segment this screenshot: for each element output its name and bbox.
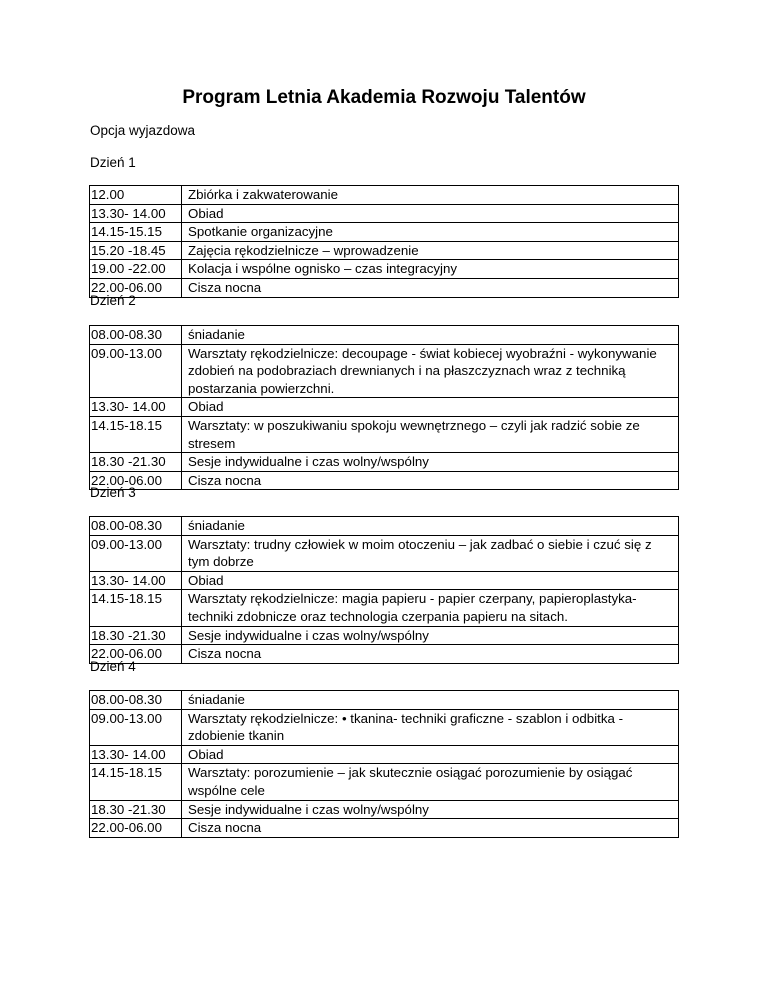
table-row — [90, 691, 679, 710]
time-cell: 14.15-18.15 — [90, 416, 182, 452]
table-row — [90, 204, 679, 223]
activity-cell: Warsztaty: w poszukiwaniu spokoju wewnętrznego – czyli jak radzić sobie ze stresem — [182, 416, 679, 452]
activity-cell: Warsztaty rękodzielnicze: • tkanina- techniki graficzne - szablon i odbitka - zdobienie tkanin — [182, 709, 679, 745]
table-row — [90, 571, 679, 590]
activity-cell: Obiad — [182, 398, 679, 417]
table-row — [90, 764, 679, 800]
activity-cell: Zajęcia rękodzielnicze – wprowadzenie — [182, 241, 679, 260]
activity-cell: śniadanie — [182, 326, 679, 345]
schedule-table-day-4 — [89, 690, 679, 838]
activity-cell: Obiad — [182, 745, 679, 764]
day-label: Dzień 4 — [90, 659, 136, 674]
time-cell: 22.00-06.00 — [90, 278, 182, 297]
time-cell: 22.00-06.00 — [90, 471, 182, 490]
activity-cell: Warsztaty: porozumienie – jak skutecznie osiągać porozumienie by osiągać wspólne cele — [182, 764, 679, 800]
table-row — [90, 709, 679, 745]
table-row — [90, 278, 679, 297]
activity-cell: śniadanie — [182, 691, 679, 710]
activity-cell: Cisza nocna — [182, 471, 679, 490]
time-cell: 18.30 -21.30 — [90, 453, 182, 472]
activity-cell: Warsztaty: trudny człowiek w moim otoczeniu – jak zadbać o siebie i czuć się z tym dobrze — [182, 535, 679, 571]
activity-cell: Sesje indywidualne i czas wolny/wspólny — [182, 800, 679, 819]
activity-cell: Cisza nocna — [182, 645, 679, 664]
time-cell: 08.00-08.30 — [90, 326, 182, 345]
table-row — [90, 626, 679, 645]
time-cell: 13.30- 14.00 — [90, 745, 182, 764]
table-row — [90, 471, 679, 490]
time-cell: 09.00-13.00 — [90, 709, 182, 745]
time-cell: 12.00 — [90, 186, 182, 205]
time-cell: 14.15-15.15 — [90, 223, 182, 242]
table-row — [90, 260, 679, 279]
table-row — [90, 800, 679, 819]
activity-cell: śniadanie — [182, 517, 679, 536]
time-cell: 14.15-18.15 — [90, 764, 182, 800]
day-label: Dzień 3 — [90, 485, 136, 500]
table-row — [90, 535, 679, 571]
table-row — [90, 398, 679, 417]
time-cell: 18.30 -21.30 — [90, 800, 182, 819]
option-label: Opcja wyjazdowa — [90, 123, 196, 138]
activity-cell: Cisza nocna — [182, 819, 679, 838]
activity-cell: Obiad — [182, 571, 679, 590]
schedule-table-day-1 — [89, 185, 679, 298]
table-row — [90, 344, 679, 398]
table-row — [90, 590, 679, 626]
time-cell: 08.00-08.30 — [90, 517, 182, 536]
time-cell: 09.00-13.00 — [90, 535, 182, 571]
schedule-table-day-2 — [89, 325, 679, 490]
time-cell: 13.30- 14.00 — [90, 571, 182, 590]
activity-cell: Cisza nocna — [182, 278, 679, 297]
time-cell: 19.00 -22.00 — [90, 260, 182, 279]
schedule-table-day-3 — [89, 516, 679, 664]
day-label: Dzień 2 — [90, 293, 136, 308]
time-cell: 09.00-13.00 — [90, 344, 182, 398]
time-cell: 22.00-06.00 — [90, 645, 182, 664]
activity-cell: Zbiórka i zakwaterowanie — [182, 186, 679, 205]
activity-cell: Warsztaty rękodzielnicze: decoupage - świat kobiecej wyobraźni - wykonywanie zdobień na podobraziach drewnianych i na płaszczyznach wraz z techniką postarzania powierzchni. — [182, 344, 679, 398]
activity-cell: Obiad — [182, 204, 679, 223]
activity-cell: Sesje indywidualne i czas wolny/wspólny — [182, 626, 679, 645]
time-cell: 13.30- 14.00 — [90, 398, 182, 417]
time-cell: 14.15-18.15 — [90, 590, 182, 626]
activity-cell: Sesje indywidualne i czas wolny/wspólny — [182, 453, 679, 472]
activity-cell: Spotkanie organizacyjne — [182, 223, 679, 242]
activity-cell: Kolacja i wspólne ognisko – czas integracyjny — [182, 260, 679, 279]
table-row — [90, 416, 679, 452]
table-row — [90, 645, 679, 664]
table-row — [90, 241, 679, 260]
time-cell: 15.20 -18.45 — [90, 241, 182, 260]
time-cell: 08.00-08.30 — [90, 691, 182, 710]
table-row — [90, 453, 679, 472]
day-label: Dzień 1 — [90, 155, 136, 170]
time-cell: 18.30 -21.30 — [90, 626, 182, 645]
table-row — [90, 326, 679, 345]
table-row — [90, 517, 679, 536]
table-row — [90, 745, 679, 764]
page-title: Program Letnia Akademia Rozwoju Talentów — [182, 87, 586, 108]
time-cell: 13.30- 14.00 — [90, 204, 182, 223]
time-cell: 22.00-06.00 — [90, 819, 182, 838]
activity-cell: Warsztaty rękodzielnicze: magia papieru - papier czerpany, papieroplastyka- techniki zdobnicze oraz technologia czerpania papieru na sitach. — [182, 590, 679, 626]
table-row — [90, 186, 679, 205]
table-row — [90, 819, 679, 838]
table-row — [90, 223, 679, 242]
